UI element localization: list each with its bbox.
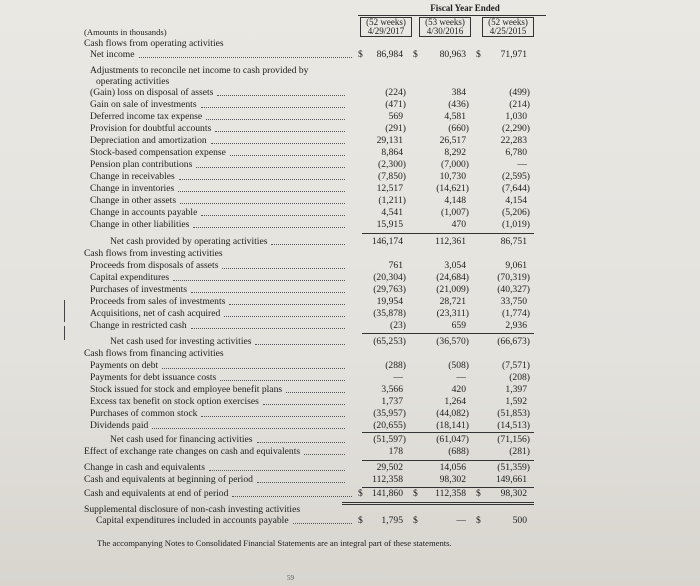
dot-leader [139, 55, 352, 58]
dot-leader [229, 302, 345, 305]
dot-leader [191, 290, 345, 293]
rule-operating-1 [362, 233, 534, 234]
row-value-col2: (21,009) [436, 284, 469, 295]
row-label: (Gain) loss on disposal of assets [90, 87, 214, 98]
row-value-col3: 98,302 [500, 488, 527, 499]
row-value-col1: 1,795 [381, 515, 403, 526]
dot-leader [286, 390, 345, 393]
row-value-col2: (508) [448, 360, 469, 371]
row-label: Capital expenditures [90, 272, 170, 283]
row-value-col1: (35,957) [373, 408, 406, 419]
dot-leader [222, 266, 345, 269]
row-value-col1: 29,131 [376, 135, 403, 146]
row-value-col3: 4,154 [505, 195, 527, 206]
row-value-col1: 141,860 [371, 488, 403, 499]
rule-end-2 [342, 502, 534, 503]
row-label: Capital expenditures included in accounts payable [96, 515, 289, 526]
col2-date: 4/30/2016 [426, 26, 464, 36]
row-label: Change in cash and equivalents [84, 462, 205, 473]
row-label: Pension plan contributions [90, 159, 193, 170]
row-value-col1: 112,358 [372, 474, 403, 485]
row-value-col3: (7,571) [502, 360, 530, 371]
row-value-col2: (24,684) [436, 272, 469, 283]
row-value-col3: (66,673) [497, 336, 530, 347]
row-value-col3: (214) [509, 99, 530, 110]
col1-weeks: (52 weeks) [366, 17, 406, 27]
row-value-col1: (291) [385, 123, 406, 134]
row-value-col1: (224) [385, 87, 406, 98]
row-label: Net cash used for investing activities [110, 336, 252, 347]
row-label: Purchases of investments [90, 284, 187, 295]
row-value-col2: — [456, 515, 466, 526]
row-value-col2: (14,621) [436, 183, 469, 194]
row-label: Change in restricted cash [90, 320, 187, 331]
row-value-col3: (1,774) [502, 308, 530, 319]
row-value-col2: 14,056 [439, 462, 466, 473]
row-value-col1: (1,211) [378, 195, 406, 206]
row-value-col2: 10,730 [439, 171, 466, 182]
dot-leader [173, 278, 345, 281]
rule-financing-1 [362, 432, 534, 433]
row-value-col2: 3,054 [444, 260, 466, 271]
row-value-col2: 26,517 [439, 135, 466, 146]
row-label: Cash flows from investing activities [84, 248, 223, 259]
row-value-col1: 569 [388, 111, 403, 122]
row-label: Dividends paid [90, 420, 149, 431]
row-value-col1: 146,174 [371, 236, 403, 247]
row-value-col3: (2,290) [502, 123, 530, 134]
row-label: Net cash used for financing activities [110, 434, 253, 445]
row-value-col3: (7,644) [502, 183, 530, 194]
row-value-col1: 29,502 [376, 462, 403, 473]
row-value-col2: (7,000) [441, 159, 469, 170]
row-value-col3: (1,019) [502, 219, 530, 230]
row-value-col3: (70,319) [497, 272, 530, 283]
dot-leader [201, 414, 345, 417]
row-value-col1: (29,763) [373, 284, 406, 295]
col1-date: 4/29/2017 [367, 26, 405, 36]
row-label: Cash and equivalents at beginning of period [84, 474, 253, 485]
row-value-col1: 86,984 [376, 49, 403, 60]
col2-weeks: (53 weeks) [425, 17, 465, 27]
row-value-col3: 22,283 [500, 135, 527, 146]
row-label: Change in receivables [90, 171, 175, 182]
row-value-col1: (51,597) [373, 434, 406, 445]
row-value-col3: (208) [509, 372, 530, 383]
col3-weeks: (52 weeks) [488, 17, 528, 27]
row-value-col1: (23) [390, 320, 406, 331]
dot-leader [209, 468, 345, 471]
dot-leader [196, 165, 345, 168]
rule-investing-1 [362, 333, 534, 334]
row-value-col3: (40,327) [497, 284, 530, 295]
row-label: Depreciation and amortization [90, 135, 207, 146]
row-value-col3: 9,061 [505, 260, 527, 271]
margin-mark [64, 326, 65, 340]
row-value-col2: 4,148 [444, 195, 466, 206]
row-value-col3: 149,661 [495, 474, 527, 485]
row-value-col1: (20,655) [373, 420, 406, 431]
row-label: Proceeds from sales of investments [90, 296, 226, 307]
dot-leader [211, 141, 345, 144]
dollar-sign: $ [413, 49, 418, 60]
amounts-note: (Amounts in thousands) [84, 27, 167, 37]
dot-leader [230, 153, 345, 156]
row-label: Excess tax benefit on stock option exercises [90, 396, 259, 407]
dot-leader [180, 201, 345, 204]
row-value-col2: (688) [448, 446, 469, 457]
row-value-col3: 1,030 [505, 111, 527, 122]
rule-change-1 [362, 460, 534, 461]
row-value-col2: 28,721 [439, 296, 466, 307]
row-value-col3: (2,595) [502, 171, 530, 182]
fiscal-year-header: Fiscal Year Ended [430, 3, 500, 13]
dot-leader [201, 105, 345, 108]
dot-leader [263, 402, 345, 405]
row-value-col2: — [456, 372, 466, 383]
row-value-col3: (281) [509, 446, 530, 457]
row-value-col2: 659 [451, 320, 466, 331]
dot-leader [178, 189, 345, 192]
row-value-col2: (1,007) [441, 207, 469, 218]
row-value-col3: 1,397 [505, 384, 527, 395]
row-value-col1: 15,915 [376, 219, 403, 230]
row-value-col1: 1,737 [381, 396, 403, 407]
row-value-col3: (71,156) [497, 434, 530, 445]
page-number: 59 [287, 574, 294, 582]
row-value-col2: (36,570) [436, 336, 469, 347]
row-value-col1: 178 [388, 446, 403, 457]
row-label: Acquisitions, net of cash acquired [90, 308, 221, 319]
row-value-col1: 12,517 [376, 183, 403, 194]
row-value-col2: 112,358 [435, 488, 466, 499]
row-value-col3: (499) [509, 87, 530, 98]
row-value-col3: 86,751 [500, 236, 527, 247]
row-label: Change in inventories [90, 183, 175, 194]
row-value-col2: 420 [451, 384, 466, 395]
dollar-sign: $ [476, 49, 481, 60]
row-value-col1: 8,864 [381, 147, 403, 158]
row-value-col2: (44,082) [436, 408, 469, 419]
dollar-sign: $ [358, 49, 363, 60]
row-label: Purchases of common stock [90, 408, 198, 419]
row-value-col2: 112,361 [435, 236, 466, 247]
dot-leader [215, 129, 345, 132]
row-value-col2: 8,292 [444, 147, 466, 158]
row-value-col3: (51,853) [497, 408, 530, 419]
row-label: Payments for debt issuance costs [90, 372, 217, 383]
row-value-col2: (23,311) [436, 308, 469, 319]
row-value-col1: — [393, 372, 403, 383]
row-value-col2: (18,141) [436, 420, 469, 431]
row-value-col1: (471) [385, 99, 406, 110]
dot-leader [220, 378, 345, 381]
row-value-col2: (436) [448, 99, 469, 110]
row-value-col3: — [517, 159, 527, 170]
dot-leader [162, 366, 345, 369]
row-label: Change in other liabilities [90, 219, 190, 230]
row-label: Net income [90, 49, 135, 60]
row-label: Stock-based compensation expense [90, 147, 226, 158]
dot-leader [179, 177, 345, 180]
row-label: Change in other assets [90, 195, 177, 206]
row-label: Adjustments to reconcile net income to cash provided by [90, 65, 309, 76]
row-value-col2: 4,581 [444, 111, 466, 122]
row-value-col3: (51,359) [497, 462, 530, 473]
row-value-col3: 6,780 [505, 147, 527, 158]
row-value-col3: 2,936 [505, 320, 527, 331]
row-value-col1: (35,878) [373, 308, 406, 319]
dot-leader [271, 242, 345, 245]
dollar-sign: $ [413, 515, 418, 526]
row-label: Change in accounts payable [90, 207, 198, 218]
row-label: Gain on sale of investments [90, 99, 197, 110]
row-value-col2: (61,047) [436, 434, 469, 445]
dot-leader [191, 326, 345, 329]
dot-leader [206, 117, 345, 120]
row-value-col2: 80,963 [439, 49, 466, 60]
dot-leader [257, 480, 345, 483]
row-value-col1: 3,566 [381, 384, 403, 395]
rule-end-1 [362, 487, 534, 488]
row-value-col3: (5,206) [502, 207, 530, 218]
dollar-sign: $ [358, 515, 363, 526]
dot-leader [257, 440, 345, 443]
dot-leader [255, 342, 345, 345]
row-label: Supplemental disclosure of non-cash investing activities [84, 504, 301, 515]
dot-leader [232, 494, 352, 497]
dollar-sign: $ [476, 488, 481, 499]
row-value-col2: 98,302 [439, 474, 466, 485]
row-value-col1: (7,850) [378, 171, 406, 182]
row-value-col1: 19,954 [376, 296, 403, 307]
dot-leader [201, 213, 345, 216]
row-value-col1: 4,541 [381, 207, 403, 218]
row-label: Cash flows from financing activities [84, 348, 224, 359]
row-label: operating activities [96, 76, 170, 87]
row-label: Cash and equivalents at end of period [84, 488, 229, 499]
row-value-col1: 761 [388, 260, 403, 271]
row-value-col1: (65,253) [373, 336, 406, 347]
row-value-col3: 71,971 [500, 49, 527, 60]
row-label: Provision for doubtful accounts [90, 123, 212, 134]
dot-leader [152, 426, 345, 429]
dot-leader [304, 452, 345, 455]
row-value-col3: 1,592 [505, 396, 527, 407]
dollar-sign: $ [358, 488, 363, 499]
row-value-col2: (660) [448, 123, 469, 134]
margin-mark [64, 300, 65, 322]
header-rule [358, 15, 546, 16]
dot-leader [193, 225, 345, 228]
col3-date: 4/25/2015 [489, 26, 527, 36]
row-value-col3: 33,750 [500, 296, 527, 307]
row-value-col1: (2,300) [378, 159, 406, 170]
row-label: Deferred income tax expense [90, 111, 203, 122]
row-value-col1: (288) [385, 360, 406, 371]
row-label: Stock issued for stock and employee benefit plans [90, 384, 283, 395]
row-value-col2: 470 [451, 219, 466, 230]
row-value-col2: 1,264 [444, 396, 466, 407]
dollar-sign: $ [413, 488, 418, 499]
row-label: Proceeds from disposals of assets [90, 260, 219, 271]
row-label: Cash flows from operating activities [84, 38, 224, 49]
row-label: Payments on debt [90, 360, 159, 371]
rule-end-3 [342, 504, 534, 505]
row-label: Effect of exchange rate changes on cash and equivalents [84, 446, 301, 457]
row-value-col1: (20,304) [373, 272, 406, 283]
row-value-col3: (14,513) [497, 420, 530, 431]
row-value-col2: 384 [451, 87, 466, 98]
dot-leader [224, 314, 345, 317]
dot-leader [217, 93, 345, 96]
row-label: Net cash provided by operating activities [110, 236, 268, 247]
dollar-sign: $ [476, 515, 481, 526]
footnote: The accompanying Notes to Consolidated Financial Statements are an integral part of these statements. [97, 538, 452, 548]
row-value-col3: 500 [512, 515, 527, 526]
